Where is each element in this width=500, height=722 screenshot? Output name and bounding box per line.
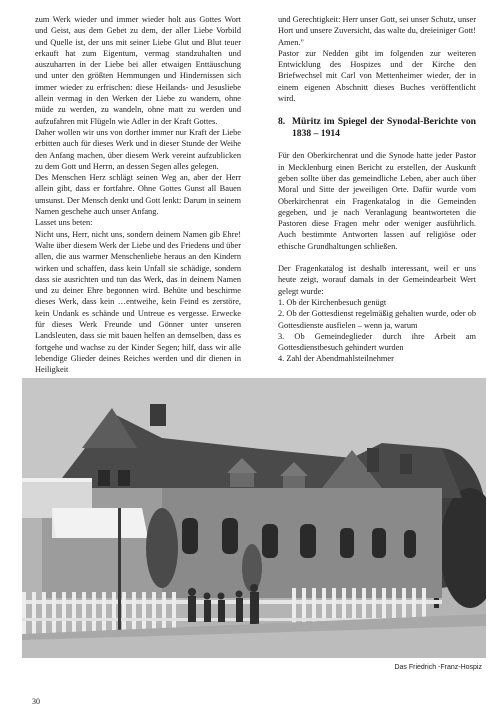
paragraph: Des Menschen Herz schlägt seinen Weg an, aber der Herr allein gibt, dass er fortfahre. Ohne Gottes Gunst all Bauen umsunst. Der Mensch denkt und Gott lenkt: Darum in seinem Namen geschehe auch unser Anfang. <box>35 173 241 217</box>
hospiz-building-illustration <box>22 378 486 658</box>
list-item: 4. Zahl der Abendmahlsteilnehmer <box>278 354 394 364</box>
photo-caption: Das Friedrich -Franz-Hospiz <box>394 664 482 671</box>
paragraph: Nicht uns, Herr, nicht uns, sondern deinem Namen gib Ehre! Walte über diesem Werk der Liebe und des Friedens und über allen, die aus warmer Menschenliebe heraus an den Kindern wirken und schaffen, dass kein Unfall sie schädige, sondern dass sie ausrichten und tun das Werk, das in deinem Namen und zu deiner Ehre begonnen wird. Behüte und beschirme dieses Werk, dass kein …entweihe, kein Feind es zerstöre, kein Undank es schände und Untreue es vergesse. Erwecke für dieses Werk Freunde und Gönner unter unseren Landsleuten, dass sie mit bauen helfen an demselben, dass es fortgehe und wachse zu der Kinder Segen; hilf, dass wir alle lebendige Glieder deines Reiches werden und dir dienen in Heiligkeit <box>35 229 241 375</box>
list-item: 1. Ob der Kirchenbesuch genügt <box>278 297 387 307</box>
list-item: 2. Ob der Gottesdienst regelmäßig gehalten wurde, oder ob Gottesdienste ausfielen – wenn ja, warum <box>278 309 476 330</box>
paragraph: und Gerechtigkeit: Herr unser Gott, sei unser Schutz, unser Hort und unsere Zuversicht, das walte du, dreieiniger Gott! Amen." <box>278 15 476 47</box>
paragraph: zum Werk wieder und immer wieder holt aus Gottes Wort und Geist, aus dem Gebet zu dem, der aller Liebe Vorbild und Quelle ist, der uns mit seiner Liebe Glut und Blut teuer erkauft hat zum Eigentum, vermag standzuhalten und auszuharren in der Liebe bei aller etwaigen Enttäuschung und unter den größten Hemmungen und Hindernissen sich immer wieder zu erfrischen: diese Heilands- und Jesusliebe allein vermag in den Werken der Liebe zu wandern, ohne müde zu werden, zu wandeln, ohne matt zu werden und aufzufahren mit Flügeln wie Adler in der Kraft Gottes. <box>35 15 241 126</box>
paragraph: Der Fragenkatalog ist deshalb interessant, weil er uns heute zeigt, worauf damals in der Gemeindearbeit Wert gelegt wurde: <box>278 264 476 296</box>
paragraph: Für den Oberkirchenrat und die Synode hatte jeder Pastor in Mecklenburg einen Bericht zu erstellen, der Auskunft geben sollte über das gemeindliche Leben, aber auch über Moral und Sitte der jeweiligen Orte. Dafür wurde vom Oberkirchenrat ein Fragenkatalog in die Gemeinden gegeben, und je nach Veranlagung beantworteten die Pastoren diese Fragen mehr oder weniger ausführlich. Auch bestimmte Antworten lassen auf religiöse oder ethische Grundhaltungen schließen. <box>278 151 476 251</box>
page-number: 30 <box>32 697 40 706</box>
paragraph: Daher wollen wir uns von dorther immer nur Kraft der Liebe erbitten auch für dieses Werk und in dieser Stunde der Weihe den Anfang machen, über diesem Werk vereint aufzublicken zu dem Gott und Herrn, an dessen Segen alles gelegen. <box>35 127 241 171</box>
hospiz-photo <box>22 378 486 658</box>
section-number: 8. <box>278 116 286 128</box>
paragraph: Lasset uns beten: <box>35 218 93 228</box>
section-title: Müritz im Spiegel der Synodal-Berichte von 1838 – 1914 <box>292 116 476 140</box>
section-heading <box>278 116 476 140</box>
paragraph: Pastor zur Nedden gibt im folgenden zur weiteren Entwicklung des Hospizes und der Kirche den Briefwechsel mit Carl von Mettenheimer wieder, der in einem eigenen Abschnitt dieses Buches veröffentlicht wird. <box>278 48 476 104</box>
question-list <box>278 297 476 365</box>
right-text-column <box>278 14 476 365</box>
left-text-column <box>35 14 241 376</box>
list-item: 3. Ob Gemeindeglieder durch ihre Arbeit am Gottesdienstbesuch gehindert wurden <box>278 331 476 353</box>
